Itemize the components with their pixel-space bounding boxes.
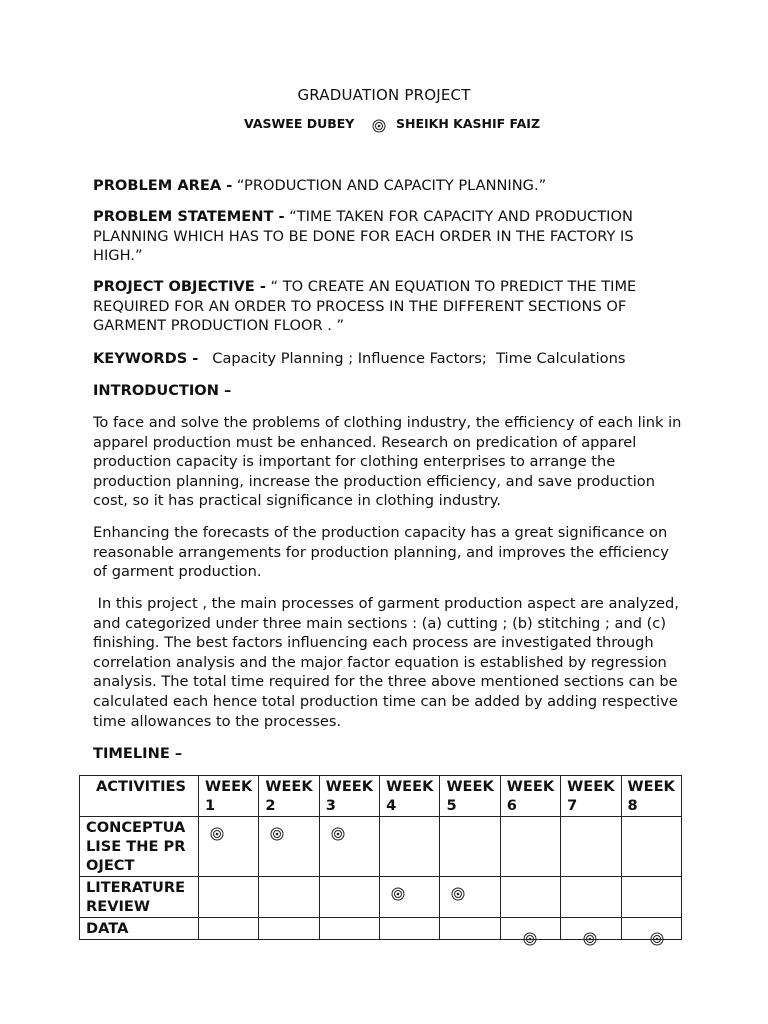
week-cell [380,817,440,877]
keywords [93,349,713,369]
week-header: WEEK 3 [319,776,379,817]
target-icon [523,932,537,946]
week-cell [259,817,319,877]
week-cell [199,918,259,940]
week-cell [319,817,379,877]
week-cell [380,877,440,918]
week-cell [621,918,681,940]
week-cell [621,817,681,877]
intro-paragraph-3: In this project , the main processes of garment production aspect are analyzed, and categorized under three main sections : (a) cutting ; (b) stitching ; and (c) finishing. The best factors influencing each process are investigated through correlation analysis and the major factor equation is established by regression analysis. The total time required for the three above mentioned sections can be calculated each hence total production time can be added by adding respective time allowances to the processes. [93,595,684,730]
target-icon [331,827,345,841]
week-header: WEEK 4 [380,776,440,817]
target-icon [451,887,465,901]
timeline-row [80,817,682,877]
activity-cell: LITERATURE REVIEW [80,877,199,918]
author-2: SHEIKH KASHIF FAIZ [396,116,541,131]
week-cell [500,918,560,940]
problem-statement [93,207,683,266]
timeline-heading: TIMELINE – [93,745,183,762]
week-cell [561,877,621,918]
timeline-row [80,877,682,918]
week-cell [500,817,560,877]
timeline-header-row [80,776,682,817]
week-cell [440,817,500,877]
week-cell [440,877,500,918]
week-cell [561,918,621,940]
week-cell [259,918,319,940]
week-cell [199,877,259,918]
problem-area-label: PROBLEM AREA - [93,177,233,194]
problem-statement-label: PROBLEM STATEMENT - [93,208,285,225]
week-header: WEEK 8 [621,776,681,817]
problem-area-text: “PRODUCTION AND CAPACITY PLANNING.” [232,177,547,194]
document-title: GRADUATION PROJECT [297,86,471,104]
activity-cell: DATA [80,918,199,940]
week-cell [199,817,259,877]
introduction-heading: INTRODUCTION – [93,382,232,399]
project-objective [93,277,683,336]
week-header: WEEK 5 [440,776,500,817]
activities-header: ACTIVITIES [80,776,199,817]
week-header: WEEK 7 [561,776,621,817]
intro-paragraph-2: Enhancing the forecasts of the production capacity has a great significance on reasonable arrangements for production planning, and improves the efficiency of garment production. [93,524,669,581]
problem-area [93,176,683,196]
timeline-table [79,775,682,940]
activity-cell: CONCEPTUALISE THE PROJECT [80,817,199,877]
week-cell [319,918,379,940]
author-1: VASWEE DUBEY [244,116,355,131]
project-objective-text: “ TO CREATE AN EQUATION TO PREDICT THE TIME REQUIRED FOR AN ORDER TO PROCESS IN THE DIFFERENT SECTIONS OF GARMENT PRODUCTION FLOOR . ” [93,278,637,335]
target-icon [270,827,284,841]
target-icon [650,932,664,946]
week-header: WEEK 1 [199,776,259,817]
week-cell [561,817,621,877]
target-icon [583,932,597,946]
week-cell [380,918,440,940]
intro-paragraph-1: To face and solve the problems of clothing industry, the efficiency of each link in apparel production must be enhanced. Research on predication of apparel production capacity is important for clothing enterprises to arrange the production planning, increase the production efficiency, and save production cost, so it has practical significance in clothing industry. [93,414,682,510]
keywords-label: KEYWORDS - [93,350,199,367]
problem-statement-text: “TIME TAKEN FOR CAPACITY AND PRODUCTION PLANNING WHICH HAS TO BE DONE FOR EACH ORDER IN THE FACTORY IS HIGH.” [93,208,634,265]
week-cell [440,918,500,940]
week-cell [319,877,379,918]
week-cell [259,877,319,918]
project-objective-label: PROJECT OBJECTIVE - [93,278,266,295]
week-header: WEEK 6 [500,776,560,817]
keywords-text: Capacity Planning ; Influence Factors; Time Calculations [198,350,626,367]
target-icon [391,887,405,901]
week-header: WEEK 2 [259,776,319,817]
week-cell [500,877,560,918]
target-icon [372,119,386,133]
timeline-row [80,918,682,940]
week-cell [621,877,681,918]
target-icon [210,827,224,841]
